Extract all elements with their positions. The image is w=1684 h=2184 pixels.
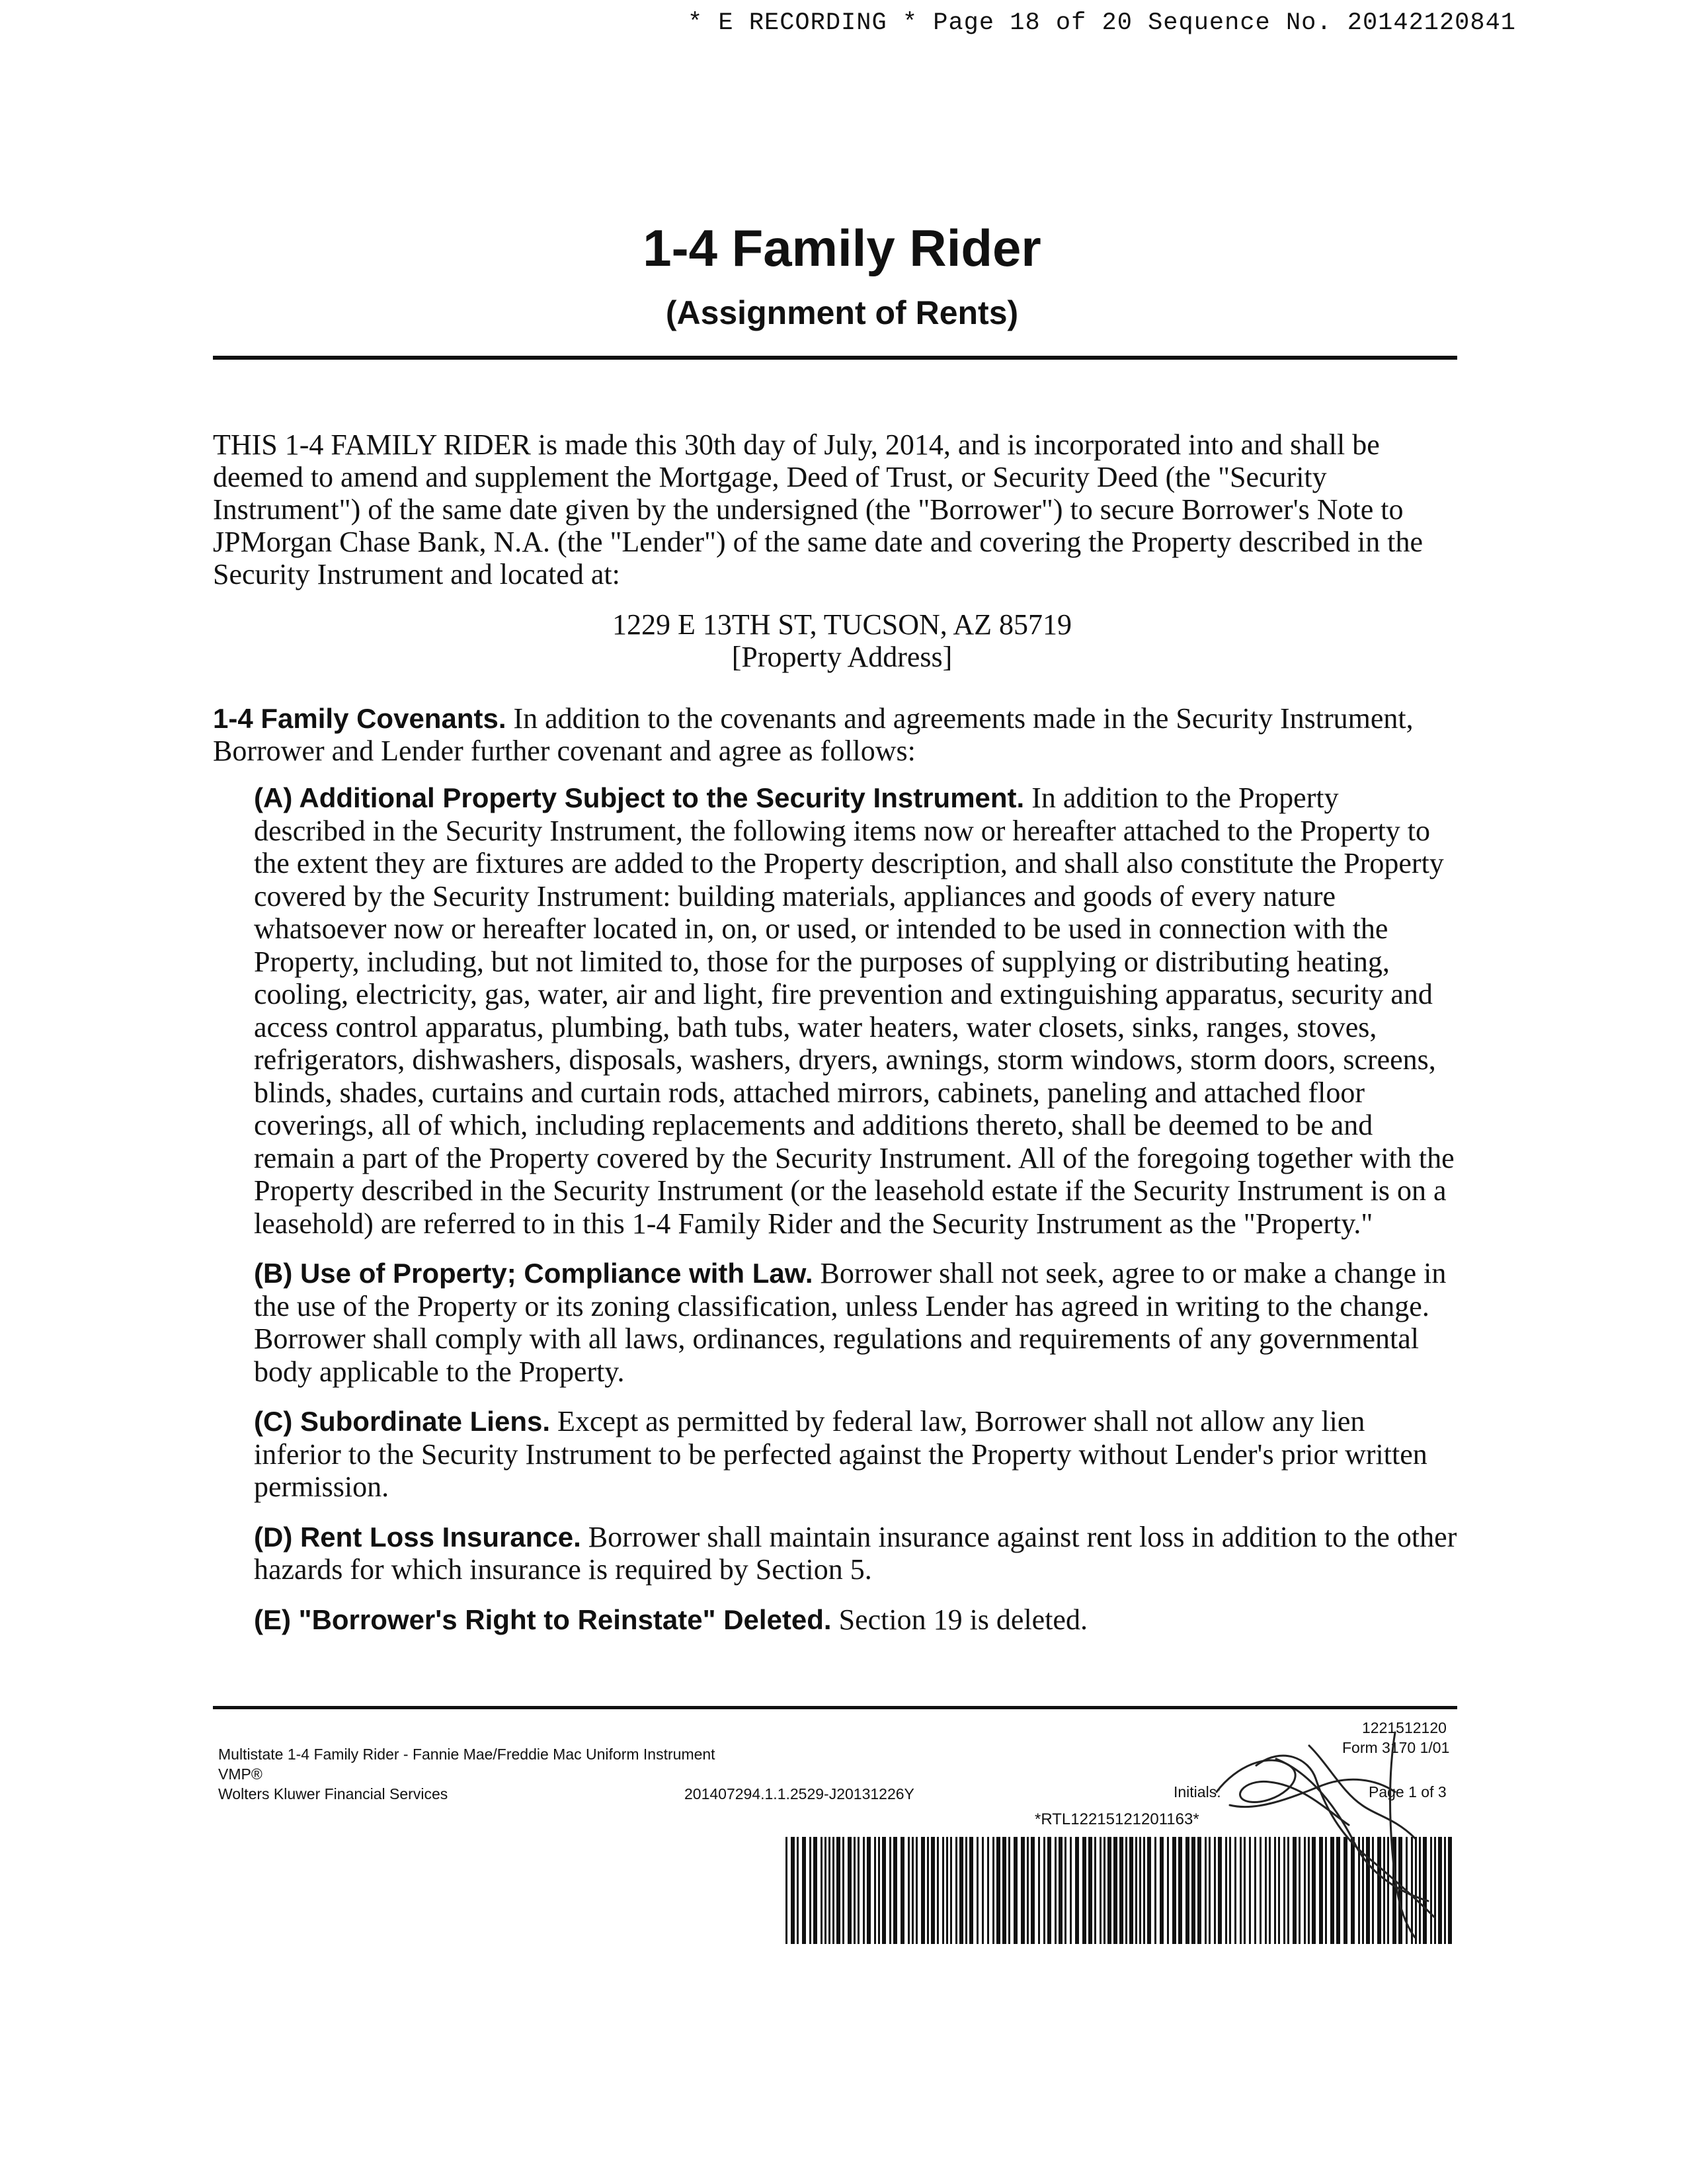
barcode-bar <box>797 1837 799 1944</box>
barcode-bar <box>1107 1837 1111 1944</box>
barcode-bar <box>836 1837 840 1944</box>
barcode-bar <box>1113 1837 1117 1944</box>
section-e-heading: (E) "Borrower's Right to Reinstate" Deleted. <box>254 1603 832 1635</box>
footer-rule <box>213 1706 1457 1709</box>
covenant-sections <box>254 782 1457 1653</box>
barcode-bar <box>1043 1837 1045 1944</box>
section-c-heading: (C) Subordinate Liens. <box>254 1406 551 1437</box>
section-a-heading: (A) Additional Property Subject to the Security Instrument. <box>254 782 1025 813</box>
barcode-bar <box>927 1837 929 1944</box>
barcode-bar <box>992 1837 994 1944</box>
recording-stamp: * E RECORDING * Page 18 of 20 Sequence No. 20142120841 <box>688 9 1516 37</box>
barcode-bar <box>1129 1837 1133 1944</box>
barcode-bar <box>916 1837 918 1944</box>
barcode-bar <box>1160 1837 1164 1944</box>
section-b-text: Borrower shall not seek, agree to or make a change in the use of the Property or its zoning classification, unless Lender has agreed in writing to the change. Borrower shall comply with all laws, ordinances, regulations and requirements of any governmental body applicable to the Property. <box>254 1257 1447 1388</box>
barcode-bar <box>1154 1837 1156 1944</box>
barcode-bar <box>901 1837 904 1944</box>
barcode-bar <box>828 1837 830 1944</box>
barcode-bar <box>1100 1837 1102 1944</box>
barcode-bar <box>1070 1837 1072 1944</box>
barcode-bar <box>1059 1837 1063 1944</box>
barcode-bar <box>1021 1837 1025 1944</box>
footer-ref-number: 1221512120 <box>1362 1719 1447 1736</box>
section-c-text: Except as permitted by federal law, Borrower shall not allow any lien inferior to the Security Instrument to be perfected against the Property without Lender's prior written permission. <box>254 1405 1427 1503</box>
barcode-bar <box>842 1837 844 1944</box>
barcode-bar <box>1055 1837 1057 1944</box>
intro-paragraph: THIS 1-4 FAMILY RIDER is made this 30th day of July, 2014, and is incorporated into and shall be deemed to amend and supplement the Mortgage, Deed of Trust, or Security Deed (the "Security Instrument") of the same date given by the undersigned (the "Borrower") to secure Borrower's Note to JPMorgan Chase Bank, N.A. (the "Lender") of the same date and covering the Property described in the Security Instrument and located at: <box>213 428 1423 590</box>
barcode-bar <box>1139 1837 1141 1944</box>
barcode-bar <box>791 1837 795 1944</box>
barcode-bar <box>1008 1837 1010 1944</box>
covenants-heading: 1-4 Family Covenants. <box>213 703 506 734</box>
footer-vmp: VMP® <box>218 1765 262 1783</box>
barcode-bar <box>1119 1837 1123 1944</box>
barcode-bar <box>977 1837 979 1944</box>
barcode-bar <box>1038 1837 1040 1944</box>
barcode-bar <box>1103 1837 1105 1944</box>
section-a-text: In addition to the Property described in the Security Instrument, the following items now or hereafter attached to the Property to the extent they are fixtures are added to the Property description, and shall also constitute the Property covered by the Security Instrument: building materials, appliances and goods of every nature whatsoever now or hereafter located in, on, or used, or intended to be used in connection with the Property, including, but not limited to, those for the purposes of supplying or distributing heating, cooling, electricity, gas, water, air and light, fire prevention and extinguishing apparatus, security and access control apparatus, plumbing, bath tubs, water heaters, water closets, sinks, ranges, stoves, refrigerators, dishwashers, disposals, washers, dryers, awnings, storm windows, storm doors, screens, blinds, shades, curtains and curtain rods, attached mirrors, cabinets, paneling and attached floor coverings, all of which, including replacements and additions thereto, shall be deemed to be and remain a part of the Property covered by the Security Instrument. All of the foregoing together with the Property described in the Security Instrument (or the leasehold estate if the Security Instrument is on a leasehold) are referred to in this 1-4 Family Rider and the Security Instrument as the "Property." <box>254 782 1455 1240</box>
barcode-bar <box>931 1837 935 1944</box>
barcode-bar <box>1094 1837 1096 1944</box>
header-rule <box>213 356 1457 360</box>
barcode-bar <box>889 1837 891 1944</box>
barcode-bar <box>1125 1837 1127 1944</box>
barcode-bar <box>1167 1837 1169 1944</box>
barcode-bar <box>965 1837 967 1944</box>
barcode-bar <box>1064 1837 1066 1944</box>
barcode-bar <box>950 1837 952 1944</box>
barcode-bar <box>912 1837 914 1944</box>
section-d-text: Borrower shall maintain insurance against rent loss in addition to the other hazards for which insurance is required by Section 5. <box>254 1520 1457 1586</box>
document-title: 1-4 Family Rider <box>643 219 1041 277</box>
barcode-bar <box>1047 1837 1051 1944</box>
barcode-bar <box>987 1837 989 1944</box>
barcode-bar <box>921 1837 925 1944</box>
footer-doc-code: 201407294.1.1.2529-J20131226Y <box>684 1785 914 1802</box>
handwritten-initials-signature <box>1177 1719 1455 1944</box>
barcode-bar <box>785 1837 787 1944</box>
section-b-heading: (B) Use of Property; Compliance with Law. <box>254 1258 813 1289</box>
barcode-bar <box>1031 1837 1035 1944</box>
barcode-bar <box>1147 1837 1151 1944</box>
barcode-bar <box>955 1837 957 1944</box>
section-e-text: Section 19 is deleted. <box>831 1603 1088 1636</box>
barcode-bar <box>1172 1837 1176 1944</box>
barcode-bar <box>813 1837 817 1944</box>
barcode-bar <box>848 1837 852 1944</box>
barcode-bar <box>854 1837 856 1944</box>
barcode-bar <box>882 1837 886 1944</box>
barcode-bar <box>824 1837 826 1944</box>
property-address: 1229 E 13TH ST, TUCSON, AZ 85719 <box>612 608 1072 641</box>
barcode-bar <box>802 1837 806 1944</box>
barcode-bar <box>874 1837 876 1944</box>
barcode-bar <box>1014 1837 1018 1944</box>
property-address-label: [Property Address] <box>731 641 953 673</box>
barcode-bar <box>946 1837 948 1944</box>
barcode-bar <box>1002 1837 1006 1944</box>
barcode-bar <box>969 1837 973 1944</box>
barcode-bar <box>982 1837 984 1944</box>
footer-page-label: Page 1 of 3 <box>1369 1783 1447 1800</box>
barcode-bar <box>1088 1837 1092 1944</box>
barcode-bar <box>1143 1837 1145 1944</box>
barcode-bar <box>1082 1837 1086 1944</box>
section-d-heading: (D) Rent Loss Insurance. <box>254 1521 581 1553</box>
footer-form-number: Form 3170 1/01 <box>1342 1739 1450 1756</box>
barcode-bar <box>1075 1837 1079 1944</box>
barcode-bar <box>821 1837 822 1944</box>
section-c <box>254 1405 1457 1504</box>
section-b <box>254 1257 1457 1388</box>
barcode-bar <box>1027 1837 1029 1944</box>
footer-publisher: Wolters Kluwer Financial Services <box>218 1785 448 1802</box>
barcode-bar <box>863 1837 865 1944</box>
footer-initials-label: Initials: <box>1174 1783 1221 1800</box>
document-subtitle: (Assignment of Rents) <box>665 294 1019 331</box>
barcode-bar <box>908 1837 910 1944</box>
barcode-bar <box>893 1837 897 1944</box>
section-d <box>254 1521 1457 1586</box>
barcode-bar <box>996 1837 1000 1944</box>
barcode-bar <box>959 1837 963 1944</box>
footer-form-title: Multistate 1-4 Family Rider - Fannie Mae/Freddie Mac Uniform Instrument <box>218 1746 715 1763</box>
barcode-bar <box>942 1837 944 1944</box>
barcode-bar <box>1135 1837 1137 1944</box>
covenants-text: In addition to the covenants and agreements made in the Security Instrument, Borrower and Lender further covenant and agree as follows: <box>213 702 1414 767</box>
barcode-bar <box>809 1837 811 1944</box>
barcode-bar <box>867 1837 871 1944</box>
barcode-bar <box>878 1837 880 1944</box>
barcode-caption: *RTL12215121201163* <box>1035 1810 1199 1828</box>
barcode-bar <box>858 1837 860 1944</box>
property-address-block <box>0 608 1684 673</box>
section-a <box>254 782 1457 1240</box>
section-e <box>254 1603 1457 1637</box>
covenants-paragraph <box>213 702 1457 767</box>
barcode-bar <box>937 1837 939 1944</box>
barcode-bar <box>832 1837 834 1944</box>
